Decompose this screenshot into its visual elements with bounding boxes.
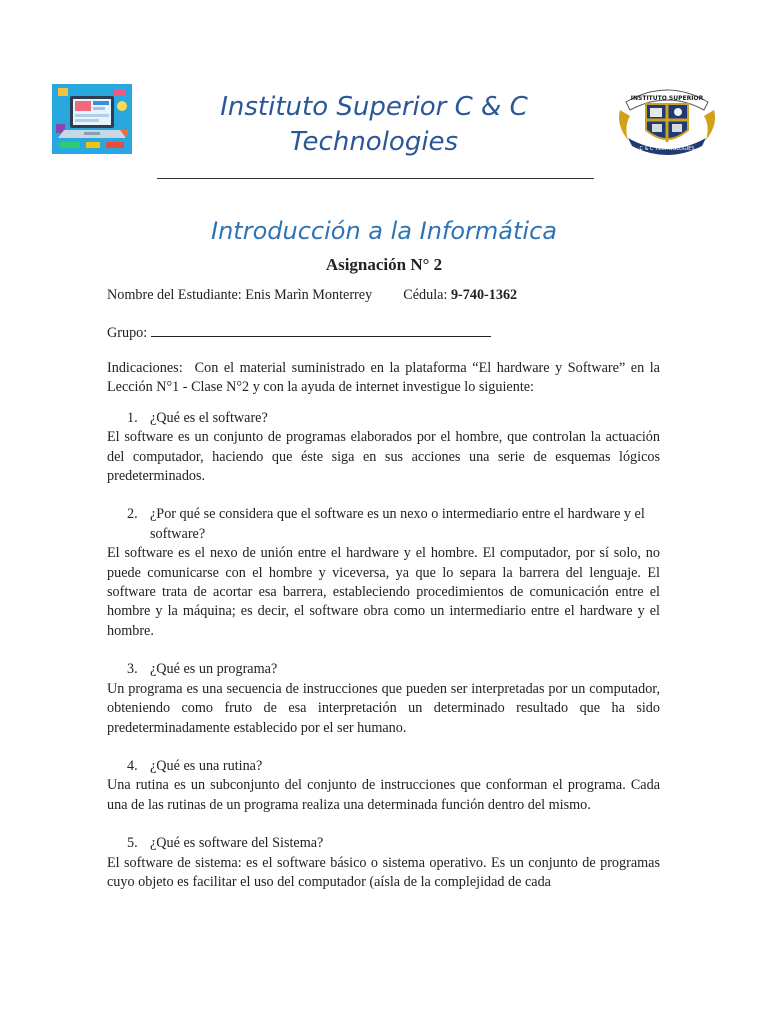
assignment-title: Asignación N° 2: [325, 255, 443, 274]
institution-title: Instituto Superior C & C Technologies: [220, 92, 528, 157]
question-1: 1. ¿Qué es el software?: [127, 409, 268, 426]
answer-3: Un programa es una secuencia de instrucciones que pueden ser interpretadas por un computador, obteniendo como fruto de esa interpretación un determinado resultado que ha sido predeterminadamente establecido por el ser humano.: [107, 680, 660, 736]
group-blank-line: [151, 322, 491, 337]
crest-bottom-text: C & C TECHNOLOGIES: [639, 146, 695, 152]
id-label: Cédula:: [403, 287, 448, 303]
instructions-label: Indicaciones:: [107, 360, 183, 376]
question-4: 4. ¿Qué es una rutina?: [127, 757, 263, 774]
answer-2: El software es el nexo de unión entre el hardware y el hombre. El computador, por sí solo, no puede comunicarse con el hombre y viceversa, ya que lo separa la barrera del lenguaje. El software trata de acortar esa barrera, estableciendo procedimientos de comunicación entre el hombre y la máquina; es decir, el software obra como un intermediario entre el hardware y el hombre.: [107, 545, 660, 639]
institute-crest-logo: [614, 80, 720, 160]
instructions: [107, 359, 660, 398]
course-title: Introducción a la Informática: [211, 217, 557, 245]
answer-4: Una rutina es un subconjunto del conjunto de instrucciones que conforman el programa. Cada una de las rutinas de un programa realiza una determinada función dentro del mismo.: [107, 777, 660, 813]
student-name: Enis Marìn Monterrey: [245, 287, 373, 303]
instructions-text: Con el material suministrado en la plataforma “El hardware y Software” en la Lección N°1 - Clase N°2 y con la ayuda de internet investigue lo siguiente:: [107, 360, 660, 396]
student-name-label: Nombre del Estudiante:: [107, 287, 242, 303]
answer-1: El software es un conjunto de programas elaborados por el hombre, que controlan la actuación del computador, haciendo que éste siga en sus acciones una serie de esquemas lógicos predeterminados.: [107, 429, 660, 485]
crest-top-text: INSTITUTO SUPERIOR: [630, 95, 704, 102]
id-value: 9-740-1362: [450, 287, 518, 303]
answer-5: El software de sistema: es el software básico o sistema operativo. Es un conjunto de programas cuyo objeto es facilitar el uso del computador (aísla de la complejidad de cada: [107, 854, 660, 890]
assignment-body: [107, 359, 660, 892]
group-label: Grupo:: [107, 325, 148, 341]
question-3: 3. ¿Qué es un programa?: [127, 661, 278, 678]
student-info: [107, 286, 517, 305]
question-2: 2. ¿Por qué se considera que el software es un nexo o intermediario entre el hardware y el software?: [127, 506, 645, 542]
group-field: [107, 322, 491, 343]
question-5: 5. ¿Qué es software del Sistema?: [127, 835, 324, 852]
computer-illustration-icon: [52, 84, 132, 154]
header-divider: [157, 178, 594, 179]
